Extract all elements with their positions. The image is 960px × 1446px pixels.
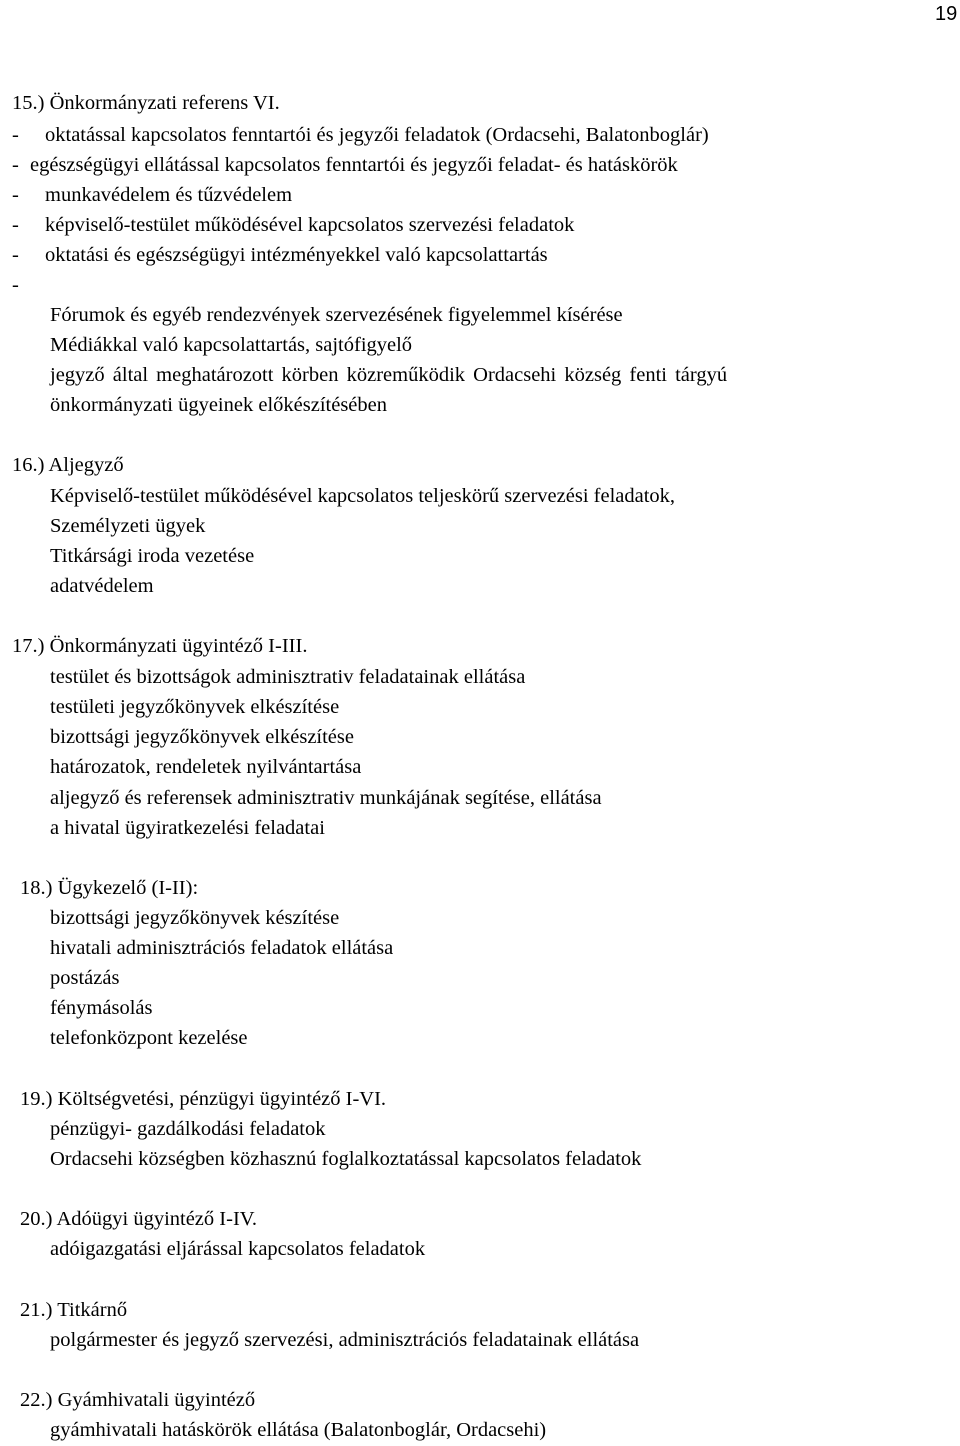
list-item: aljegyző és referensek adminisztrativ munkájának segítése, ellátása <box>50 787 602 809</box>
list-item: önkormányzati ügyeinek előkészítésében <box>50 394 387 416</box>
list-item: munkavédelem és tűzvédelem <box>45 184 293 206</box>
list-item: testület és bizottságok adminisztrativ feladatainak ellátása <box>50 666 526 688</box>
dash: - <box>12 184 19 206</box>
dash: - <box>12 124 19 146</box>
list-item: bizottsági jegyzőkönyvek készítése <box>50 907 340 929</box>
dash: - <box>12 154 19 176</box>
list-item: Személyzeti ügyek <box>50 515 206 537</box>
list-item: gyámhivatali hatáskörök ellátása (Balatonboglár, Ordacsehi) <box>50 1419 547 1441</box>
list-item: oktatási és egészségügyi intézményekkel való kapcsolattartás <box>45 244 548 266</box>
section-heading-22: 22.) Gyámhivatali ügyintéző <box>20 1389 256 1411</box>
list-item: pénzügyi- gazdálkodási feladatok <box>50 1118 326 1140</box>
list-item: bizottsági jegyzőkönyvek elkészítése <box>50 726 354 748</box>
list-item: adóigazgatási eljárással kapcsolatos feladatok <box>50 1238 426 1260</box>
list-item <box>12 183 19 207</box>
list-item: Képviselő-testület működésével kapcsolatos teljeskörű szervezési feladatok, <box>50 485 676 507</box>
section-heading-19: 19.) Költségvetési, pénzügyi ügyintéző I-VI. <box>20 1088 387 1110</box>
list-item: hivatali adminisztrációs feladatok ellátása <box>50 937 394 959</box>
list-item: adatvédelem <box>50 575 154 597</box>
dash: - <box>12 274 19 296</box>
list-item <box>12 243 19 267</box>
list-item: fénymásolás <box>50 997 153 1019</box>
list-item: jegyző által meghatározott körben közreműködik Ordacsehi község fenti tárgyú <box>50 364 728 386</box>
list-item: Fórumok és egyéb rendezvények szervezésének figyelemmel kísérése <box>50 304 623 326</box>
list-item: Titkársági iroda vezetése <box>50 545 255 567</box>
list-item: Médiákkal való kapcsolattartás, sajtófigyelő <box>50 334 413 356</box>
section-heading-21: 21.) Titkárnő <box>20 1299 128 1321</box>
list-item: oktatással kapcsolatos fenntartói és jegyzői feladatok (Ordacsehi, Balatonboglár) <box>45 124 709 146</box>
list-item: képviselő-testület működésével kapcsolatos szervezési feladatok <box>45 214 575 236</box>
list-item: polgármester és jegyző szervezési, adminisztrációs feladatainak ellátása <box>50 1329 640 1351</box>
list-item <box>12 123 19 147</box>
list-item: egészségügyi ellátással kapcsolatos fenntartói és jegyzői feladat- és hatáskörök <box>30 154 678 176</box>
section-heading-20: 20.) Adóügyi ügyintéző I-IV. <box>20 1208 258 1230</box>
section-heading-18: 18.) Ügykezelő (I-II): <box>20 877 199 899</box>
list-item <box>12 153 19 177</box>
section-heading-16: 16.) Aljegyző <box>12 454 124 476</box>
dash: - <box>12 244 19 266</box>
section-heading-17: 17.) Önkormányzati ügyintéző I-III. <box>12 635 308 657</box>
list-item: Ordacsehi községben közhasznú foglalkoztatással kapcsolatos feladatok <box>50 1148 642 1170</box>
list-item: határozatok, rendeletek nyilvántartása <box>50 756 362 778</box>
list-item: postázás <box>50 967 120 989</box>
dash: - <box>12 214 19 236</box>
list-item: telefonközpont kezelése <box>50 1027 248 1049</box>
section-heading-15: 15.) Önkormányzati referens VI. <box>12 92 280 114</box>
list-item: testületi jegyzőkönyvek elkészítése <box>50 696 340 718</box>
list-item: a hivatal ügyiratkezelési feladatai <box>50 817 325 839</box>
list-item <box>12 213 19 237</box>
page-number: 19 <box>935 3 958 25</box>
list-item <box>12 273 19 297</box>
